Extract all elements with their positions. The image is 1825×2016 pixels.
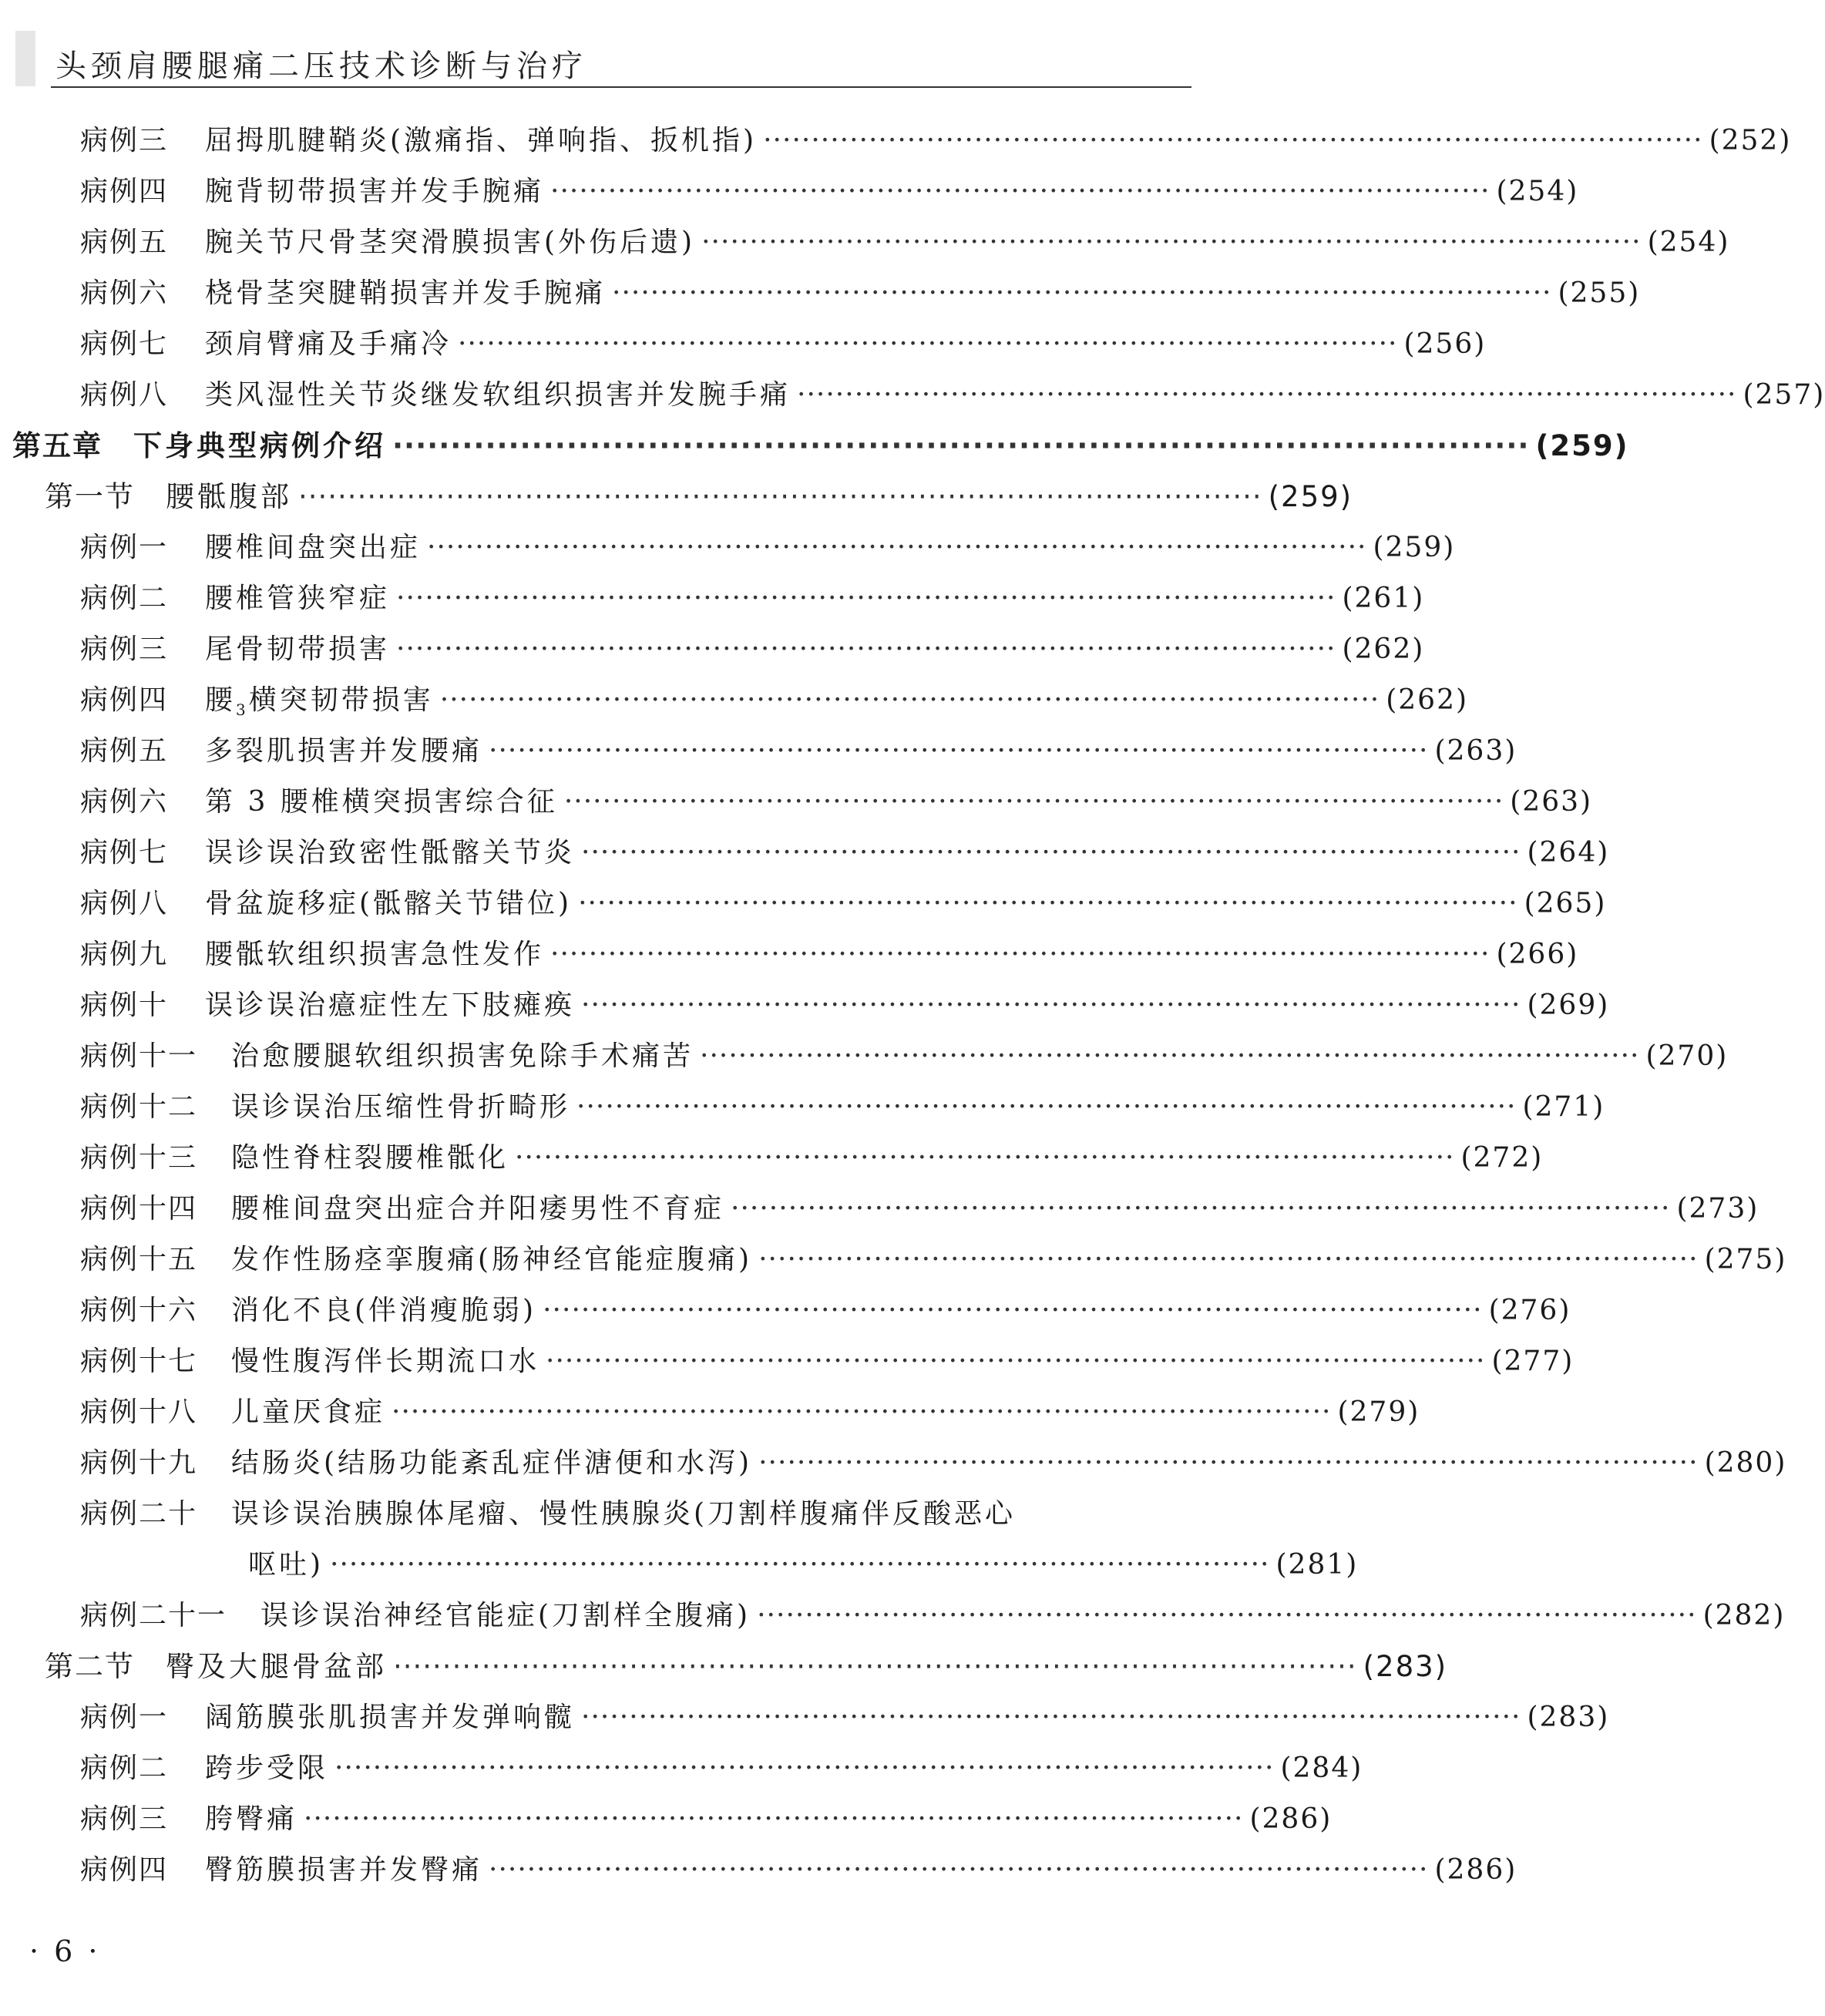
toc-entry[interactable] [0,274,1641,325]
toc-entry[interactable] [0,580,1425,630]
toc-entry[interactable] [0,834,1610,885]
dot-leader: ·································································································· [396,633,1336,665]
dot-leader: ·································································································· [392,429,1530,462]
entry-page: (279) [1337,1396,1420,1428]
section-title: 臀及大腿骨盆部 [166,1650,387,1683]
dot-leader: ·································································································· [757,1600,1697,1631]
entry-page: (266) [1496,939,1579,970]
toc-entry[interactable] [0,1241,1787,1292]
dot-leader: ·································································································· [543,1295,1483,1326]
entry-label: 病例八 [80,379,169,411]
entry-title: 隐性脊柱裂腰椎骶化 [231,1142,509,1174]
dot-leader: ·································································································· [334,1752,1275,1784]
entry-label: 病例七 [80,837,169,869]
entry-title: 胯臀痛 [205,1803,298,1835]
toc-entry[interactable] [0,1698,1610,1749]
toc-entry[interactable] [0,1393,1420,1444]
toc-entry[interactable] [0,1292,1571,1342]
toc-entry[interactable] [0,1139,1544,1190]
entry-label: 病例六 [80,277,169,309]
entry-title: 误诊误治神经官能症(刀割样全腹痛) [260,1600,751,1631]
entry-title: 屈拇肌腱鞘炎(激痛指、弹响指、扳机指) [205,125,758,156]
entry-label: 病例十八 [80,1396,198,1428]
dot-leader: ·································································································· [515,1142,1455,1174]
dot-leader: ·································································································· [396,583,1336,614]
dot-leader: ·································································································· [427,532,1367,563]
entry-page: (272) [1460,1142,1544,1174]
toc-entry[interactable] [0,173,1579,223]
entry-title: 桡骨茎突腱鞘损害并发手腕痛 [205,277,607,309]
entry-page: (276) [1488,1295,1571,1326]
dot-leader: ·································································································· [700,1040,1640,1072]
entry-title: 误诊误治癔症性左下肢瘫痪 [205,990,576,1021]
entry-title: 腕背韧带损害并发手腕痛 [205,176,545,207]
entry-page: (280) [1704,1447,1787,1479]
entry-title [205,681,434,729]
entry-title-continuation: 呕吐) [248,1549,324,1581]
chapter-title: 下身典型病例介绍 [133,429,386,462]
dot-leader: ·································································································· [797,379,1737,411]
entry-title: 尾骨韧带损害 [205,633,391,665]
entry-page: (256) [1403,328,1487,360]
entry-page: (264) [1527,837,1610,869]
toc-entry[interactable] [0,223,1730,274]
entry-title: 骨盆旋移症(骶髂关节错位) [205,888,573,919]
page-number: · 6 · [29,1934,101,1968]
dot-leader: ·································································································· [581,1702,1521,1733]
entry-page: (262) [1386,684,1469,716]
dot-leader: ·································································································· [701,227,1642,258]
entry-title-rest: 横突韧带损害 [248,684,434,716]
entry-label: 病例十四 [80,1193,198,1225]
entry-label: 病例三 [80,633,169,665]
chapter-label: 第五章 [12,429,103,462]
entry-page: (282) [1702,1600,1786,1631]
entry-label: 病例二十一 [80,1600,227,1631]
entry-page: (263) [1434,735,1517,767]
toc-entry[interactable] [0,732,1517,783]
entry-title: 治愈腰腿软组织损害免除手术痛苦 [231,1040,694,1072]
entry-page: (275) [1704,1244,1787,1275]
toc-entry[interactable] [0,630,1425,681]
dot-leader: ·································································································· [612,277,1552,309]
dot-leader: ·································································································· [581,837,1521,869]
entry-title: 腰椎间盘突出症 [205,532,422,563]
entry-label: 病例一 [80,1702,169,1733]
entry-page: (254) [1647,227,1730,258]
section-label: 第二节 [45,1650,135,1683]
dot-leader: ·································································································· [758,1447,1699,1479]
entry-label: 病例十五 [80,1244,198,1275]
entry-title-main: 腰 [205,684,237,716]
entry-page: (283) [1363,1650,1448,1683]
entry-label: 病例十一 [80,1040,198,1072]
entry-label: 病例十三 [80,1142,198,1174]
toc-entry[interactable] [0,1037,1729,1088]
entry-title-subscript: 3 [236,701,249,720]
dot-leader: ·································································································· [550,939,1491,970]
dot-leader: ·································································································· [439,684,1380,716]
toc-entry[interactable] [0,1190,1759,1241]
entry-title: 结肠炎(结肠功能紊乱症伴溏便和水泻) [231,1447,753,1479]
dot-leader: ·································································································· [298,480,1262,513]
toc-entry[interactable] [0,376,1825,427]
toc-entry[interactable] [0,885,1607,936]
toc-entry[interactable] [0,986,1610,1037]
entry-label: 病例四 [80,176,169,207]
entry-title: 发作性肠痉挛腹痛(肠神经官能症腹痛) [231,1244,753,1275]
entry-title: 类风湿性关节炎继发软组织损害并发腕手痛 [205,379,792,411]
entry-label: 病例八 [80,888,169,919]
toc-chapter-entry[interactable] [0,427,1629,478]
entry-label: 病例二 [80,1752,169,1784]
toc-entry[interactable] [0,1088,1605,1139]
entry-title: 误诊误治压缩性骨折畸形 [231,1091,571,1123]
entry-title: 多裂肌损害并发腰痛 [205,735,483,767]
entry-label: 病例十七 [80,1346,198,1377]
dot-leader: ·································································································· [393,1650,1357,1683]
dot-leader: ·································································································· [563,786,1504,818]
section-label: 第一节 [45,480,135,513]
toc-entry[interactable] [0,325,1487,376]
entry-title: 第 3 腰椎横突损害综合征 [205,786,558,818]
toc-section-entry[interactable] [0,478,1353,529]
entry-page: (284) [1280,1752,1363,1784]
dot-leader: ·································································································· [489,1854,1429,1886]
entry-page: (255) [1558,277,1641,309]
entry-page: (283) [1527,1702,1610,1733]
entry-title: 颈肩臂痛及手痛冷 [205,328,452,360]
toc-entry-multiline[interactable] [0,1495,1359,1597]
entry-title: 腰椎间盘突出症合并阳痿男性不育症 [231,1193,725,1225]
entry-title: 阔筋膜张肌损害并发弹响髋 [205,1702,576,1733]
section-title: 腰骶腹部 [166,480,292,513]
toc-entry[interactable] [0,1597,1786,1648]
entry-title: 臀筋膜损害并发臀痛 [205,1854,483,1886]
entry-label: 病例三 [80,125,169,156]
entry-label: 病例九 [80,939,169,970]
entry-label: 病例十二 [80,1091,198,1123]
toc-entry[interactable] [0,1851,1517,1902]
toc-entry[interactable] [0,1800,1333,1851]
entry-page: (265) [1524,888,1607,919]
entry-label: 病例十 [80,990,169,1021]
entry-page: (277) [1491,1346,1575,1377]
header-rule [51,86,1191,88]
dot-leader: ·································································································· [392,1396,1332,1428]
entry-page: (271) [1522,1091,1605,1123]
dot-leader: ·································································································· [763,125,1703,156]
entry-label: 病例十六 [80,1295,198,1326]
toc-entry[interactable] [0,783,1593,834]
toc-entry[interactable] [0,529,1456,580]
running-header [0,31,1219,92]
entry-label: 病例十九 [80,1447,198,1479]
entry-page: (273) [1676,1193,1759,1225]
entry-title: 慢性腹泻伴长期流口水 [231,1346,540,1377]
entry-title: 腕关节尺骨茎突滑膜损害(外伤后遗) [205,227,696,258]
toc-entry[interactable] [0,122,1792,173]
entry-label: 病例六 [80,786,169,818]
toc-section-entry[interactable] [0,1648,1448,1698]
entry-page: (257) [1743,379,1825,411]
entry-page: (254) [1496,176,1579,207]
dot-leader: ·································································································· [330,1549,1270,1581]
entry-label: 病例四 [80,1854,169,1886]
dot-leader: ·································································································· [581,990,1521,1021]
entry-label: 病例三 [80,1803,169,1835]
entry-label: 病例五 [80,227,169,258]
entry-title: 儿童厌食症 [231,1396,386,1428]
dot-leader: ·································································································· [489,735,1429,767]
entry-label: 病例二十 [80,1498,198,1530]
dot-leader: ·································································································· [304,1803,1244,1835]
toc-entry[interactable] [0,936,1579,986]
entry-page: (259) [1268,480,1353,513]
dot-leader: ·································································································· [578,888,1518,919]
entry-label: 病例五 [80,735,169,767]
entry-title: 消化不良(伴消瘦脆弱) [231,1295,537,1326]
entry-label: 病例七 [80,328,169,360]
toc-entry[interactable] [0,1749,1363,1800]
entry-page: (252) [1709,125,1792,156]
entry-label: 病例四 [80,684,169,716]
toc-entry[interactable] [0,1342,1575,1393]
dot-leader: ·································································································· [758,1244,1699,1275]
entry-page: (259) [1373,532,1456,563]
toc-entry[interactable] [0,1444,1787,1495]
dot-leader: ·································································································· [731,1193,1671,1225]
entry-page: (281) [1275,1549,1359,1581]
dot-leader: ·································································································· [546,1346,1486,1377]
entry-page: (270) [1645,1040,1729,1072]
entry-title: 跨步受限 [205,1752,329,1784]
header-tab-marker [15,31,35,86]
entry-page: (259) [1535,429,1629,462]
book-title: 头颈肩腰腿痛二压技术诊断与治疗 [55,49,587,84]
entry-label: 病例二 [80,583,169,614]
dot-leader: ·································································································· [576,1091,1517,1123]
entry-title: 误诊误治胰腺体尾瘤、慢性胰腺炎(刀割样腹痛伴反酸恶心 [231,1498,1017,1530]
entry-page: (262) [1342,633,1425,665]
entry-page: (263) [1510,786,1593,818]
dot-leader: ·································································································· [550,176,1491,207]
dot-leader: ·································································································· [458,328,1398,360]
toc-entry[interactable] [0,681,1469,732]
entry-page: (269) [1527,990,1610,1021]
entry-page: (286) [1434,1854,1517,1886]
entry-page: (286) [1249,1803,1333,1835]
entry-title: 腰椎管狭窄症 [205,583,391,614]
entry-page: (261) [1342,583,1425,614]
entry-title: 误诊误治致密性骶髂关节炎 [205,837,576,869]
entry-label: 病例一 [80,532,169,563]
entry-title: 腰骶软组织损害急性发作 [205,939,545,970]
